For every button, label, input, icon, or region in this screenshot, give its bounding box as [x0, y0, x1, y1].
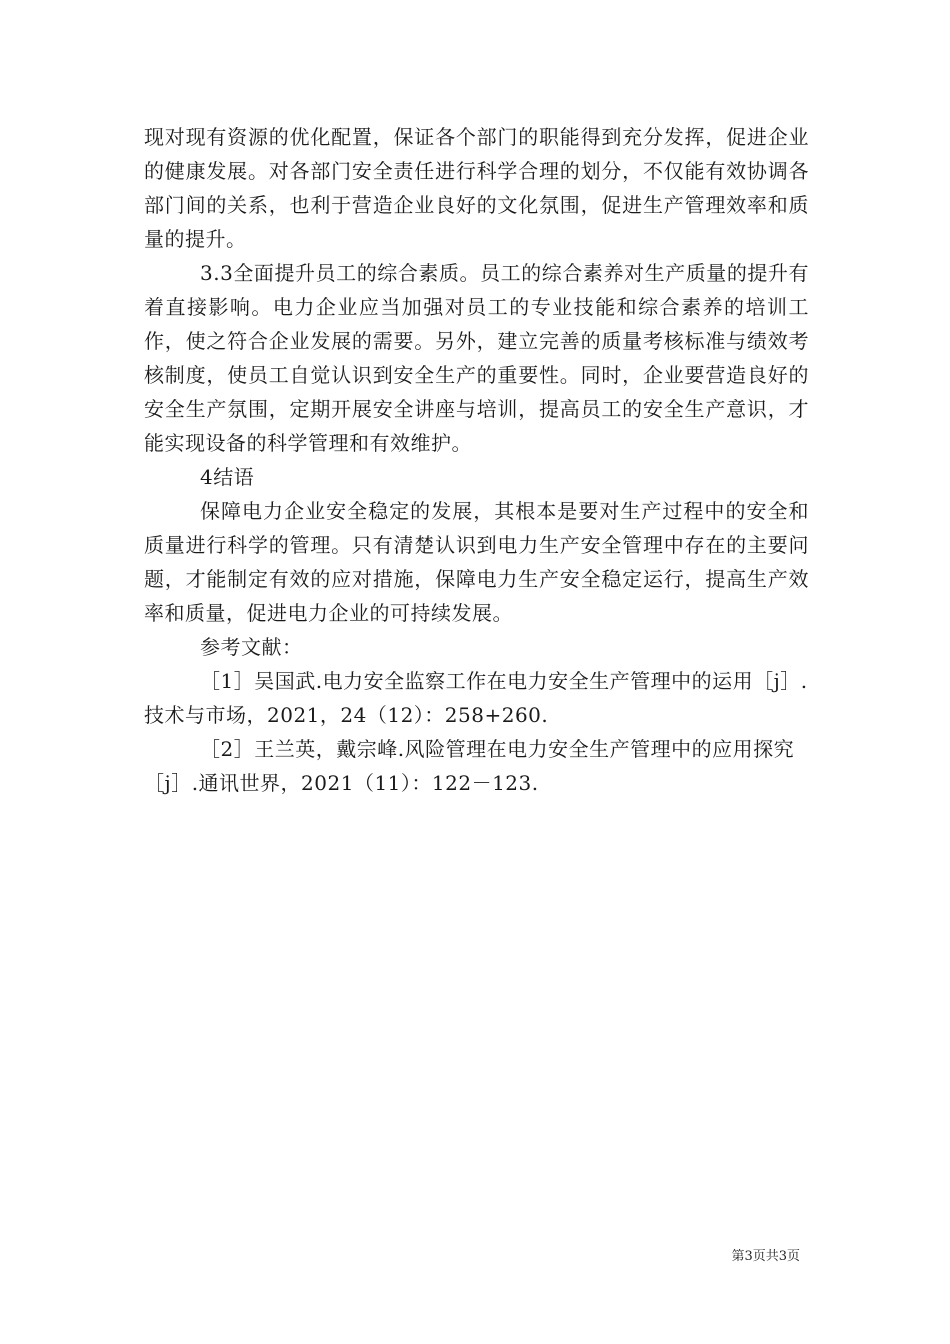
heading-references: 参考文献： — [200, 635, 303, 659]
reference-item-2: ［2］王兰英，戴宗峰.风险管理在电力安全生产管理中的应用探究［j］.通讯世界，2021（11）：122－123. — [144, 737, 795, 795]
page-number-footer: 第3页共3页 — [731, 1249, 800, 1264]
heading-conclusion: 4结语 — [200, 465, 255, 489]
paragraph-continuation: 现对现有资源的优化配置，保证各个部门的职能得到充分发挥，促进企业的健康发展。对各部门安全责任进行科学合理的划分，不仅能有效协调各部门间的关系，也利于营造企业良好的文化氛围，促进生产管理效率和质量的提升。 — [144, 125, 809, 251]
paragraph-conclusion: 保障电力企业安全稳定的发展，其根本是要对生产过程中的安全和质量进行科学的管理。只有清楚认识到电力生产安全管理中存在的主要问题，才能制定有效的应对措施，保障电力生产安全稳定运行，提高生产效率和质量，促进电力企业的可持续发展。 — [144, 499, 809, 625]
paragraph-section-3-3: 3.3全面提升员工的综合素质。员工的综合素养对生产质量的提升有着直接影响。电力企业应当加强对员工的专业技能和综合素养的培训工作，使之符合企业发展的需要。另外，建立完善的质量考核标准与绩效考核制度，使员工自觉认识到安全生产的重要性。同时，企业要营造良好的安全生产氛围，定期开展安全讲座与培训，提高员工的安全生产意识，才能实现设备的科学管理和有效维护。 — [144, 261, 809, 455]
reference-item-1: ［1］吴国武.电力安全监察工作在电力安全生产管理中的运用［j］.技术与市场，2021，24（12）：258+260. — [144, 669, 808, 727]
document-body — [144, 120, 809, 800]
